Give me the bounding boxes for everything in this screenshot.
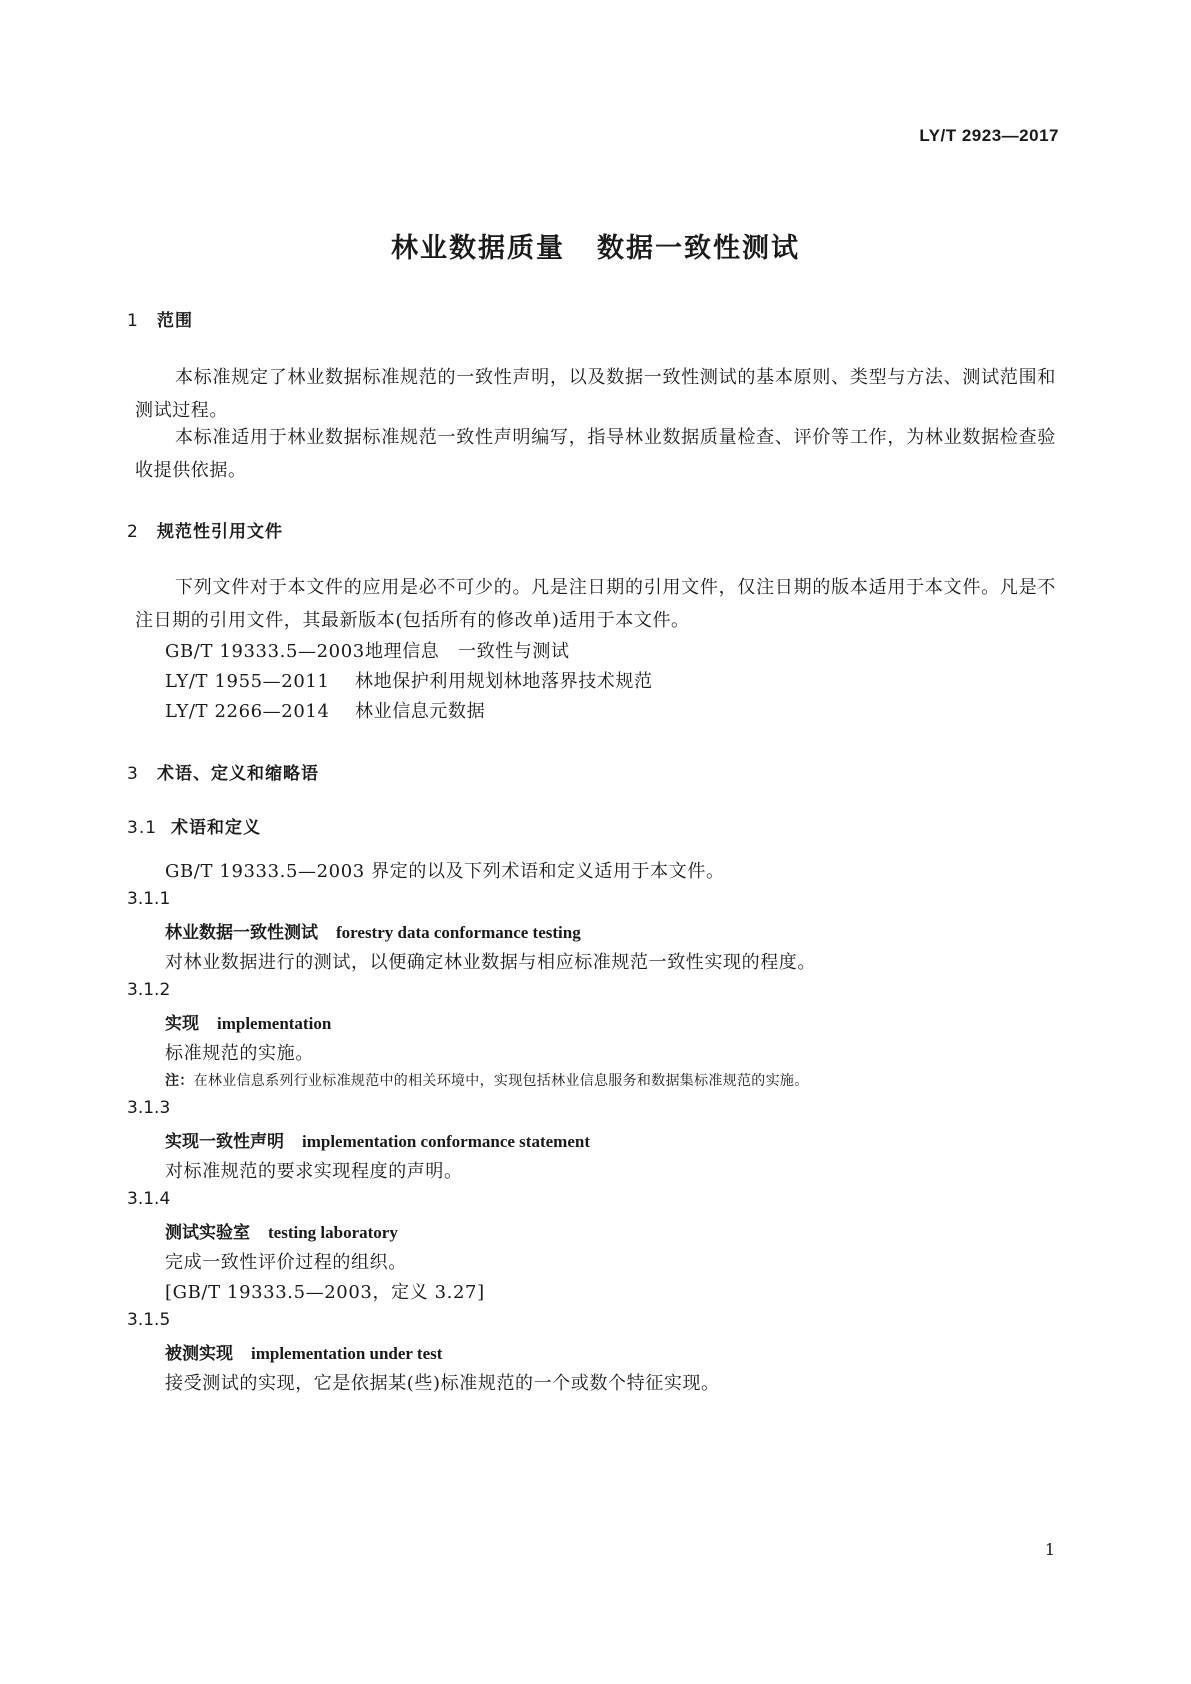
reference-code: GB/T 19333.5—2003 (165, 641, 365, 662)
term-number: 3.1.2 (127, 980, 171, 1000)
note-text: 在林业信息系列行业标准规范中的相关环境中，实现包括林业信息服务和数据集标准规范的实施。 (193, 1073, 809, 1089)
term-heading (165, 1339, 442, 1364)
term-chinese: 实现 (165, 1014, 199, 1034)
document-title (0, 226, 1191, 265)
section-2-paragraph-1: 下列文件对于本文件的应用是必不可少的。凡是注日期的引用文件，仅注日期的版本适用于本文件。凡是不注日期的引用文件，其最新版本(包括所有的修改单)适用于本文件。 (135, 577, 1056, 631)
section-1-heading (127, 306, 193, 331)
section-title: 规范性引用文件 (157, 522, 283, 542)
reference-item (165, 667, 653, 693)
term-heading (165, 1127, 590, 1152)
term-chinese: 测试实验室 (165, 1223, 250, 1243)
term-english: implementation (217, 1014, 332, 1033)
page-number: 1 (1044, 1540, 1055, 1559)
term-chinese: 被测实现 (165, 1344, 233, 1364)
subsection-3-1-heading (127, 813, 261, 838)
reference-code: LY/T 2266—2014 (165, 701, 330, 722)
subsection-3-1-intro: GB/T 19333.5—2003 界定的以及下列术语和定义适用于本文件。 (165, 861, 725, 882)
term-english: implementation conformance statement (302, 1132, 590, 1151)
term-source: [GB/T 19333.5—2003，定义 3.27] (165, 1282, 485, 1303)
term-english: forestry data conformance testing (336, 923, 581, 942)
term-number: 3.1.3 (127, 1098, 171, 1118)
section-2-heading (127, 517, 283, 542)
term-english: testing laboratory (268, 1223, 398, 1242)
subsection-number: 3.1 (127, 818, 158, 838)
term-number: 3.1.5 (127, 1310, 171, 1330)
term-heading (165, 1009, 331, 1034)
note-label: 注： (165, 1073, 194, 1089)
reference-item (165, 697, 485, 723)
section-1-paragraph-2: 本标准适用于林业数据标准规范一致性声明编写，指导林业数据质量检查、评价等工作，为林业数据检查验收提供依据。 (135, 427, 1056, 481)
term-english: implementation under test (251, 1344, 443, 1363)
title-part-2: 数据一致性测试 (597, 233, 800, 264)
reference-title: 林业信息元数据 (355, 701, 486, 722)
section-title: 术语、定义和缩略语 (157, 764, 319, 784)
term-definition: 对林业数据进行的测试，以便确定林业数据与相应标准规范一致性实现的程度。 (165, 952, 816, 973)
title-part-1: 林业数据质量 (391, 233, 565, 264)
section-number: 3 (127, 764, 139, 784)
term-definition: 对标准规范的要求实现程度的声明。 (165, 1161, 463, 1182)
section-number: 2 (127, 522, 139, 542)
term-heading (165, 1218, 398, 1243)
term-definition: 接受测试的实现，它是依据某(些)标准规范的一个或数个特征实现。 (165, 1373, 720, 1394)
term-heading (165, 918, 581, 943)
section-number: 1 (127, 311, 139, 331)
term-note (165, 1070, 809, 1090)
reference-title: 地理信息 一致性与测试 (365, 641, 570, 662)
section-3-heading (127, 759, 319, 784)
term-chinese: 实现一致性声明 (165, 1132, 284, 1152)
reference-code: LY/T 1955—2011 (165, 671, 330, 692)
term-definition: 标准规范的实施。 (165, 1043, 314, 1064)
reference-title: 林地保护利用规划林地落界技术规范 (355, 671, 653, 692)
section-title: 范围 (157, 311, 193, 331)
term-chinese: 林业数据一致性测试 (165, 923, 318, 943)
term-number: 3.1.1 (127, 889, 171, 909)
subsection-title: 术语和定义 (171, 818, 261, 838)
term-definition: 完成一致性评价过程的组织。 (165, 1252, 407, 1273)
reference-item (165, 637, 570, 663)
term-number: 3.1.4 (127, 1189, 171, 1209)
section-1-paragraph-1: 本标准规定了林业数据标准规范的一致性声明，以及数据一致性测试的基本原则、类型与方法、测试范围和测试过程。 (135, 367, 1056, 421)
standard-code: LY/T 2923—2017 (919, 126, 1059, 145)
